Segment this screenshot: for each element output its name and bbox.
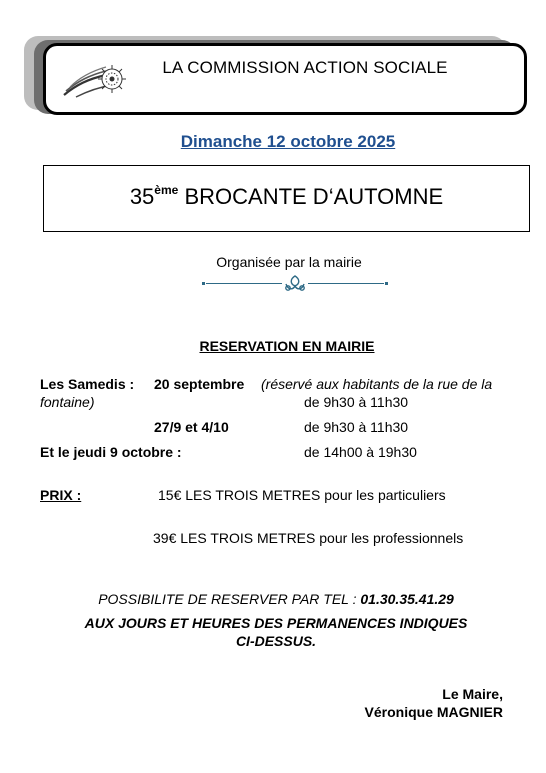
date2: 27/9 et 4/10 bbox=[154, 419, 229, 435]
date1-note-line2: fontaine) bbox=[40, 394, 95, 410]
date1: 20 septembre bbox=[154, 376, 245, 392]
phone-number: 01.30.35.41.29 bbox=[360, 591, 454, 607]
date2-hours: de 9h30 à 11h30 bbox=[304, 419, 409, 435]
event-date: Dimanche 12 octobre 2025 bbox=[180, 132, 396, 151]
commission-logo-icon bbox=[62, 57, 132, 101]
thursday-label: Et le jeudi 9 octobre : bbox=[40, 444, 182, 460]
signature-name: Véronique MAGNIER bbox=[364, 704, 503, 720]
price-individuals: 15€ LES TROIS METRES pour les particuliers bbox=[158, 487, 446, 503]
phone-text: POSSIBILITE DE RESERVER PAR TEL : bbox=[98, 591, 357, 607]
thursday-hours: de 14h00 à 19h30 bbox=[304, 444, 417, 460]
reservation-heading: RESERVATION EN MAIRIE bbox=[199, 338, 375, 354]
prices-label: PRIX : bbox=[40, 487, 82, 503]
organised-by: Organisée par la mairie bbox=[216, 254, 362, 270]
decorative-divider-icon bbox=[200, 274, 392, 294]
phone-line bbox=[0, 591, 546, 607]
commission-title: LA COMMISSION ACTION SOCIALE bbox=[162, 58, 448, 77]
permanences-line2: CI-DESSUS. bbox=[235, 633, 317, 649]
price-professionals: 39€ LES TROIS METRES pour les professionnels bbox=[153, 530, 464, 546]
saturdays-label: Les Samedis : bbox=[40, 376, 135, 392]
date1-note-line1: (réservé aux habitants de la rue de la bbox=[261, 376, 493, 392]
event-ordinal: 35 bbox=[129, 184, 155, 209]
date1-hours: de 9h30 à 11h30 bbox=[304, 394, 409, 410]
event-title bbox=[43, 183, 530, 210]
permanences-line1: AUX JOURS ET HEURES DES PERMANENCES INDIQUES bbox=[84, 615, 468, 631]
signature-title: Le Maire, bbox=[442, 686, 503, 702]
event-name: BROCANTE D‘AUTOMNE bbox=[184, 184, 444, 209]
event-ordinal-suffix: ème bbox=[154, 183, 179, 197]
